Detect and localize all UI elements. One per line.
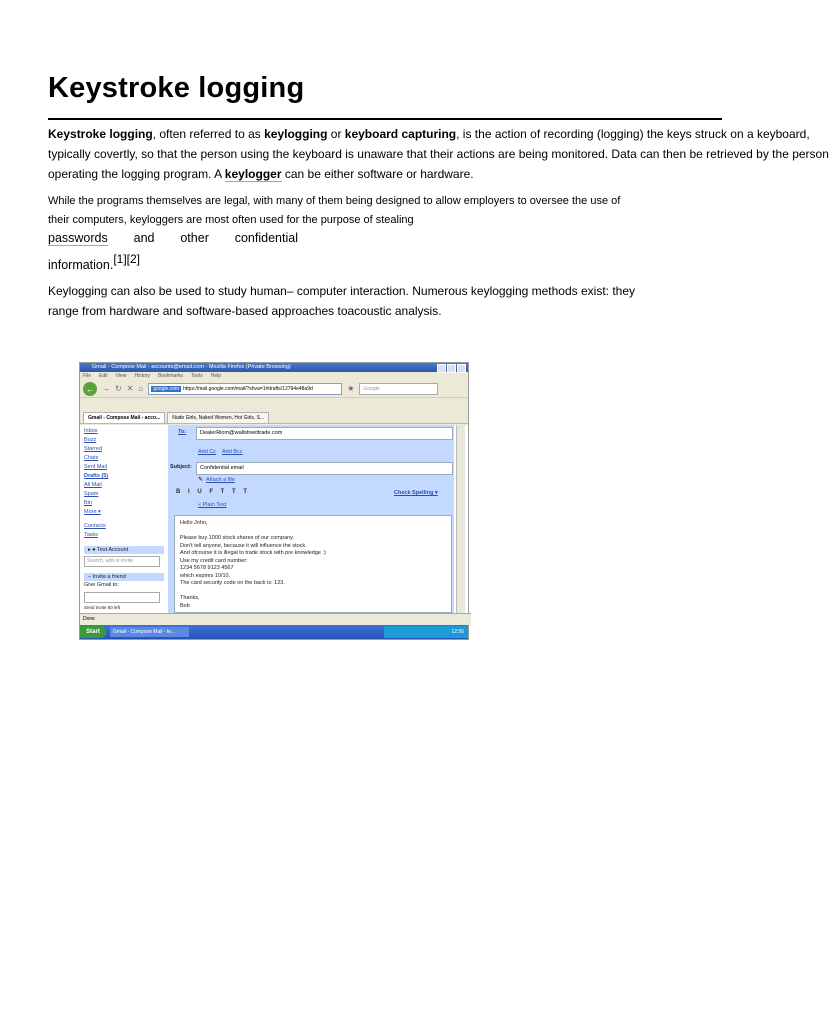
sidebar-item-starred: Starred: [84, 446, 103, 452]
intro-line-3: operating the logging program. A keylogger can be either software or hardware.: [48, 167, 474, 181]
tab-other: Nude Girls, Naked Women, Hot Girls, S...: [167, 412, 269, 423]
legal-spaced-words: [48, 231, 298, 246]
gmail-content: [80, 425, 468, 613]
close-icon: [457, 364, 466, 373]
page-scrollbar: [456, 425, 465, 613]
menu-view: View: [115, 373, 127, 379]
sidebar-item-contacts: Contacts: [84, 523, 106, 529]
usage-paragraph: [48, 281, 648, 321]
window-title: Gmail - Compose Mail - accounts@email.com - Mozilla Firefox (Private Browsing): [92, 364, 291, 370]
sidebar-item-sent: Sent Mail: [84, 464, 107, 470]
usage-line-1: Keylogging can also be used to study human– computer interaction. Numerous keylogging methods exist: they: [48, 284, 636, 298]
sidebar-item-buzz: Buzz: [84, 437, 97, 443]
term-keyboard-capturing: keyboard capturing: [344, 127, 457, 141]
reference-links[interactable]: [1][2]: [113, 252, 140, 266]
taskbar-window-button: Gmail - Compose Mail - te...: [110, 627, 189, 637]
browser-menu: [80, 372, 468, 380]
term-keylogger-link[interactable]: keylogger: [224, 167, 282, 181]
menu-history: History: [134, 373, 150, 379]
maximize-icon: [447, 364, 456, 373]
paperclip-icon: ✎: [198, 477, 204, 483]
usage-line-2: range from hardware and software-based approaches toacoustic analysis.: [48, 304, 442, 318]
document-page: [48, 0, 829, 1024]
gmail-sidebar: [84, 427, 164, 612]
invite-box: − Invite a friend: [84, 573, 164, 581]
reload-icon: ↻: [115, 384, 122, 393]
menu-bookmarks: Bookmarks: [158, 373, 184, 379]
invite-input: [84, 592, 160, 603]
format-toolbar: B I U F T T T: [176, 489, 250, 495]
browser-status-bar: Done: [80, 613, 471, 625]
windows-taskbar: [80, 625, 468, 639]
intro-line-1: Keystroke logging, often referred to as keylogging or keyboard capturing, is the action of recording (logging) the keys struck on a keyboard,: [48, 127, 810, 141]
menu-edit: Edit: [99, 373, 108, 379]
page-title: Keystroke logging: [48, 72, 305, 104]
sidebar-item-inbox: Inbox: [84, 428, 98, 434]
minimize-icon: [437, 364, 446, 373]
word-other: other: [180, 231, 209, 245]
forward-arrow-icon: →: [102, 384, 110, 393]
home-icon: ⌂: [138, 384, 144, 393]
invite-button: Send Invite: [84, 605, 107, 610]
back-arrow-icon: ←: [83, 382, 97, 396]
intro-line-2: typically covertly, so that the person using the keyboard is unaware that their actions are being monitored. Data can then be retrieved by the person: [48, 147, 829, 161]
term-keystroke-logging: Keystroke logging: [48, 127, 153, 141]
start-button: Start: [80, 626, 106, 638]
subject-label: Subject:: [170, 464, 192, 470]
word-passwords: passwords: [48, 231, 108, 245]
system-tray-clock: 12:56: [384, 626, 468, 638]
browser-navbar: [80, 380, 468, 398]
stop-icon: ✕: [126, 384, 134, 393]
add-cc-link: Add Cc: [198, 449, 217, 455]
chat-account-box: ▸ ● Test Account: [84, 546, 164, 554]
window-buttons: [437, 364, 466, 373]
legal-line-1: While the programs themselves are legal, with many of them being designed to allow employers to oversee the use of: [48, 195, 621, 207]
legal-paragraph: [48, 192, 628, 230]
window-title-bar: [80, 363, 468, 372]
sidebar-item-spam: Spam: [84, 491, 99, 497]
title-divider: [48, 118, 722, 120]
word-and: and: [133, 231, 155, 245]
rss-icon: ★: [347, 384, 355, 393]
attach-file-link: Attach a file: [206, 477, 235, 483]
sidebar-item-bin: Bin: [84, 500, 92, 506]
address-bar: google.com https://mail.google.com/mail/?shva=1#drafts/12794e48a9d: [148, 383, 342, 395]
sidebar-item-tasks: Tasks: [84, 532, 99, 538]
browser-search-box: Google: [359, 383, 438, 395]
plain-text-link: « Plain Text: [198, 502, 227, 508]
to-field: DealerRiom@wallstreettrade.com: [196, 427, 453, 440]
sidebar-item-drafts: Drafts (5): [84, 473, 109, 479]
tab-gmail: Gmail - Compose Mail - acco...: [83, 412, 165, 423]
to-label: To:: [178, 429, 187, 435]
subject-field: Confidential email: [196, 462, 453, 475]
legal-last-line: information.[1][2]: [48, 252, 140, 272]
add-bcc-link: Add Bcc: [222, 449, 243, 455]
chat-search-input: Search, add or invite: [84, 556, 160, 567]
invite-footer: Send Invite 50 left: [84, 605, 121, 610]
sidebar-item-all-mail: All Mail: [84, 482, 102, 488]
check-spelling-link: Check Spelling ▾: [394, 490, 438, 496]
legal-line-2: their computers, keyloggers are most often used for the purpose of stealing: [48, 214, 414, 226]
intro-paragraph: [48, 124, 829, 184]
menu-file: File: [83, 373, 92, 379]
gmail-screenshot-figure: [79, 362, 469, 640]
compose-panel: [168, 425, 454, 613]
browser-tabs: [80, 409, 468, 424]
term-keylogging: keylogging: [264, 127, 328, 141]
menu-help: Help: [210, 373, 221, 379]
invite-label: Give Gmail to:: [84, 582, 119, 588]
sidebar-item-more: More ▾: [84, 509, 101, 515]
menu-tools: Tools: [191, 373, 203, 379]
sidebar-item-chats: Chats: [84, 455, 99, 461]
word-confidential: confidential: [234, 231, 298, 245]
email-body: Hello John, Please buy 1000 stock shares of our company. Don't tell anyone, because it will influence the stock. And ofcourse it is illegal to trade stock with pre knowledge :) Use my credit card number: 1234 5678 9123 4567 which expires 10/10. The card security code on the back is: 123. Thanks, Bob: [174, 515, 452, 613]
